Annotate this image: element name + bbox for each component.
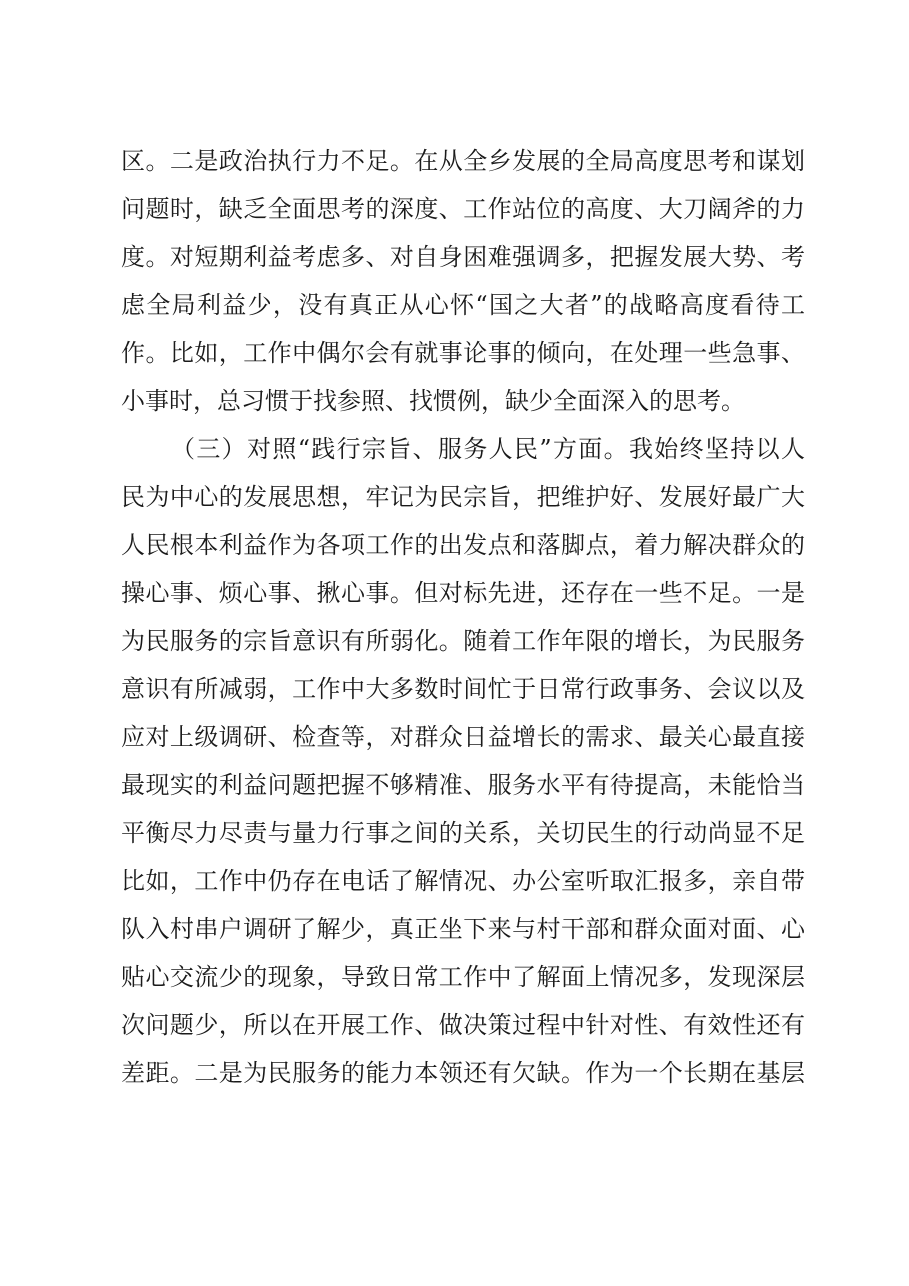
text-line: 区。二是政治执行力不足。在从全乡发展的全局高度思考和谋划 [121,147,805,175]
text-line: 次问题少，所以在开展工作、做决策过程中针对性、有效性还有 [121,1011,805,1039]
text-line: 问题时，缺乏全面思考的深度、工作站位的高度、大刀阔斧的力 [121,195,805,223]
text-line: 应对上级调研、检查等，对群众日益增长的需求、最关心最直接 [121,723,805,751]
text-line: 队入村串户调研了解少，真正坐下来与村干部和群众面对面、心 [121,915,805,943]
text-line: 差距。二是为民服务的能力本领还有欠缺。作为一个长期在基层 [121,1059,805,1087]
text-line: 作。比如，工作中偶尔会有就事论事的倾向，在处理一些急事、 [121,339,805,367]
text-line: 平衡尽力尽责与量力行事之间的关系，关切民生的行动尚显不足 [121,819,805,847]
text-line: 人民根本利益作为各项工作的出发点和落脚点，着力解决群众的 [121,531,805,559]
text-line: 民为中心的发展思想，牢记为民宗旨，把维护好、发展好最广大 [121,483,805,511]
body-text [121,137,805,1097]
text-line: 度。对短期利益考虑多、对自身困难强调多，把握发展大势、考 [121,243,805,271]
text-line: 最现实的利益问题把握不够精准、服务水平有待提高，未能恰当 [121,771,805,799]
text-line: 为民服务的宗旨意识有所弱化。随着工作年限的增长，为民服务 [121,627,805,655]
text-line: 意识有所减弱，工作中大多数时间忙于日常行政事务、会议以及 [121,675,805,703]
text-line: 比如，工作中仍存在电话了解情况、办公室听取汇报多，亲自带 [121,867,805,895]
text-line: 贴心交流少的现象，导致日常工作中了解面上情况多，发现深层 [121,963,805,991]
text-line: 虑全局利益少，没有真正从心怀“国之大者”的战略高度看待工 [121,291,805,319]
text-line: 操心事、烦心事、揪心事。但对标先进，还存在一些不足。一是 [121,579,805,607]
section-heading-line: （三）对照“践行宗旨、服务人民”方面。我始终坚持以人 [171,435,805,463]
text-line: 小事时，总习惯于找参照、找惯例，缺少全面深入的思考。 [121,387,745,415]
